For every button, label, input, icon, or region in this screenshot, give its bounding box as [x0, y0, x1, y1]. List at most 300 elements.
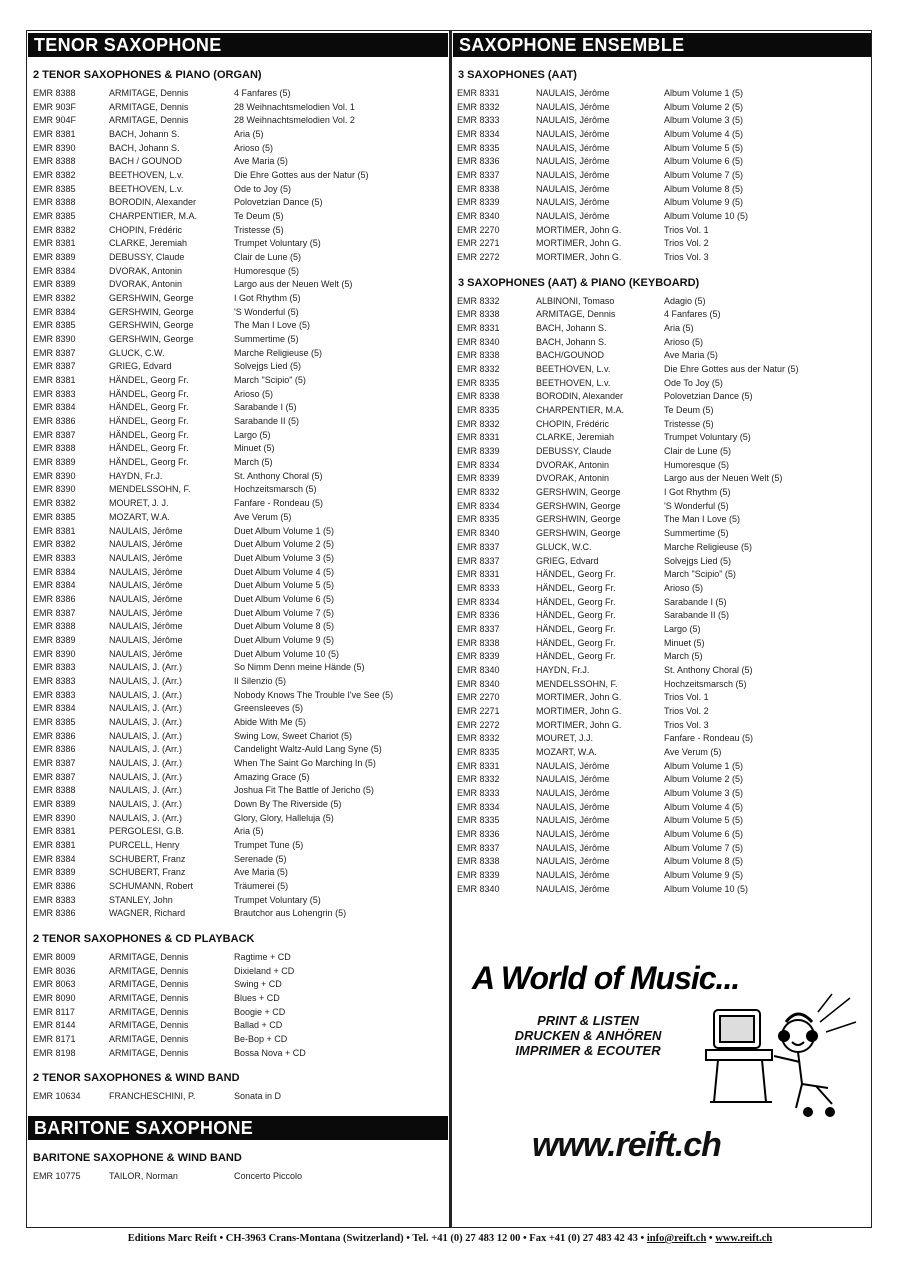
composer: NAULAIS, J. (Arr.) — [109, 716, 183, 727]
catalog-number: EMR 8337 — [457, 170, 500, 181]
work-title: Fanfare - Rondeau (5) — [664, 733, 754, 744]
catalog-row — [453, 390, 871, 404]
catalog-row — [453, 418, 871, 432]
catalog-row — [28, 429, 448, 443]
work-title: Album Volume 8 (5) — [664, 183, 744, 194]
work-title: Glory, Glory, Halleluja (5) — [234, 812, 334, 823]
catalog-row — [453, 541, 871, 555]
catalog-number: EMR 8381 — [33, 826, 76, 837]
catalog-row — [453, 664, 871, 678]
composer: ARMITAGE, Dennis — [109, 1047, 189, 1058]
catalog-number: EMR 8390 — [33, 812, 76, 823]
catalog-number: EMR 8388 — [33, 88, 76, 98]
work-title: Down By The Riverside (5) — [234, 798, 342, 809]
composer: MORTIMER, John G. — [536, 705, 622, 716]
catalog-number: EMR 8381 — [33, 129, 76, 140]
work-title: Album Volume 2 (5) — [664, 774, 744, 785]
composer: NAULAIS, Jérôme — [536, 156, 610, 167]
catalog-number: EMR 8384 — [33, 402, 76, 413]
work-title: Trumpet Voluntary (5) — [234, 238, 321, 249]
composer: NAULAIS, Jérôme — [109, 621, 183, 632]
composer: CHARPENTIER, M.A. — [109, 211, 198, 222]
catalog-number: EMR 8198 — [33, 1047, 76, 1058]
composer: CLARKE, Jeremiah — [536, 432, 615, 443]
catalog-number: EMR 8381 — [33, 839, 76, 850]
composer: NAULAIS, Jérôme — [536, 856, 610, 867]
catalog-number: EMR 8334 — [457, 596, 500, 607]
catalog-row — [28, 1033, 448, 1047]
work-title: Ballad + CD — [234, 1020, 283, 1031]
catalog-row — [28, 607, 448, 621]
catalog-row — [453, 445, 871, 459]
catalog-number: EMR 8337 — [457, 623, 500, 634]
column-divider — [449, 30, 452, 1228]
work-title: St. Anthony Choral (5) — [234, 470, 323, 481]
catalog-row — [28, 401, 448, 415]
work-title: Duet Album Volume 8 (5) — [234, 621, 335, 632]
catalog-number: EMR 8334 — [457, 801, 500, 812]
catalog-number: EMR 8387 — [33, 771, 76, 782]
work-title: Te Deum (5) — [234, 211, 284, 222]
work-title: 'S Wonderful (5) — [664, 500, 729, 511]
work-title: Humoresque (5) — [234, 265, 300, 276]
catalog-number: EMR 8335 — [457, 746, 500, 757]
composer: NAULAIS, Jérôme — [109, 634, 183, 645]
work-title: Clair de Lune (5) — [234, 252, 302, 263]
catalog-row — [28, 292, 448, 306]
catalog-row — [28, 771, 448, 785]
composer: HAYDN, Fr.J. — [536, 664, 590, 675]
advert-taglines — [468, 1013, 708, 1058]
catalog-number: EMR 8090 — [33, 993, 76, 1003]
catalog-number: EMR 8332 — [457, 295, 500, 306]
catalog-row — [28, 183, 448, 197]
catalog-row — [453, 224, 871, 238]
work-title: Aria (5) — [234, 129, 264, 140]
work-title: Ave Verum (5) — [664, 746, 722, 757]
catalog-number: EMR 8386 — [33, 730, 76, 741]
work-title: 28 Weihnachtsmelodien Vol. 2 — [234, 115, 355, 126]
footer-website-link[interactable]: www.reift.ch — [715, 1233, 773, 1244]
catalog-row — [28, 907, 448, 921]
section-heading: 3 SAXOPHONES (AAT) & PIANO (KEYBOARD) — [458, 276, 700, 289]
computer-listener-illustration — [700, 992, 860, 1122]
composer: GERSHWIN, George — [536, 514, 621, 525]
composer: HÄNDEL, Georg Fr. — [536, 623, 616, 634]
catalog-number: EMR 8388 — [33, 621, 76, 632]
catalog-row — [28, 965, 448, 979]
catalog-row — [28, 716, 448, 730]
catalog-number: EMR 8339 — [457, 869, 500, 880]
catalog-number: EMR 8331 — [457, 432, 500, 443]
composer: BEETHOVEN, L.v. — [536, 377, 611, 388]
work-title: St. Anthony Choral (5) — [664, 664, 753, 675]
composer: BORODIN, Alexander — [536, 391, 624, 402]
catalog-number: EMR 8381 — [33, 375, 76, 386]
catalog-row — [453, 842, 871, 856]
catalog-number: EMR 8387 — [33, 361, 76, 372]
work-title: Hochzeitsmarsch (5) — [664, 678, 747, 689]
catalog-row — [453, 678, 871, 692]
catalog-row — [453, 486, 871, 500]
catalog-row — [28, 689, 448, 703]
catalog-number: EMR 8385 — [33, 320, 76, 331]
catalog-row — [28, 497, 448, 511]
work-title: Träumerei (5) — [234, 880, 289, 891]
work-title: Album Volume 3 (5) — [664, 115, 744, 126]
catalog-row — [28, 511, 448, 525]
work-title: Duet Album Volume 4 (5) — [234, 566, 335, 577]
composer: NAULAIS, J. (Arr.) — [109, 812, 183, 823]
catalog-number: EMR 8390 — [33, 470, 76, 481]
catalog-number: EMR 8383 — [33, 894, 76, 905]
catalog-row — [28, 825, 448, 839]
catalog-row — [28, 880, 448, 894]
work-title: The Man I Love (5) — [234, 320, 311, 331]
work-title: Sarabande I (5) — [664, 596, 727, 607]
catalog-number: EMR 8382 — [33, 498, 76, 509]
catalog-number: EMR 8333 — [457, 787, 500, 798]
catalog-row — [453, 513, 871, 527]
work-title: Album Volume 1 (5) — [664, 88, 744, 98]
work-title: Album Volume 7 (5) — [664, 842, 744, 853]
work-title: Summertime (5) — [234, 334, 299, 345]
work-title: Greensleeves (5) — [234, 703, 304, 714]
catalog-row — [453, 787, 871, 801]
work-title: Album Volume 9 (5) — [664, 197, 744, 208]
work-title: Album Volume 9 (5) — [664, 869, 744, 880]
work-title: March "Scipio" (5) — [664, 569, 736, 580]
work-title: Album Volume 5 (5) — [664, 815, 744, 826]
composer: BORODIN, Alexander — [109, 197, 197, 208]
catalog-row — [28, 978, 448, 992]
work-title: Ave Maria (5) — [234, 867, 288, 878]
composer: MORTIMER, John G. — [536, 252, 622, 263]
catalog-row — [28, 142, 448, 156]
catalog-row — [28, 730, 448, 744]
work-title: Largo aus der Neuen Welt (5) — [234, 279, 353, 290]
catalog-row — [453, 500, 871, 514]
catalog-row — [28, 101, 448, 115]
catalog-row — [453, 650, 871, 664]
work-title: Be-Bop + CD — [234, 1034, 288, 1045]
catalog-number: EMR 8385 — [33, 183, 76, 194]
catalog-number: EMR 8382 — [33, 170, 76, 181]
footer-separator: • — [708, 1233, 713, 1244]
composer: GERSHWIN, George — [109, 306, 194, 317]
composer: BEETHOVEN, L.v. — [109, 170, 184, 181]
catalog-number: EMR 8384 — [33, 853, 76, 864]
work-title: Duet Album Volume 10 (5) — [234, 648, 340, 659]
catalog-row — [453, 363, 871, 377]
catalog-row — [28, 798, 448, 812]
catalog-row — [453, 568, 871, 582]
composer: MORTIMER, John G. — [536, 692, 622, 703]
right-column — [453, 33, 871, 896]
work-title: 4 Fanfares (5) — [234, 88, 291, 98]
catalog-number: EMR 2272 — [457, 719, 500, 730]
catalog-number: EMR 8339 — [457, 197, 500, 208]
work-title: Album Volume 6 (5) — [664, 156, 744, 167]
work-title: Duet Album Volume 2 (5) — [234, 539, 335, 550]
composer: GERSHWIN, George — [536, 487, 621, 498]
work-title: Arioso (5) — [664, 582, 704, 593]
catalog-row — [28, 456, 448, 470]
work-title: Album Volume 10 (5) — [664, 883, 749, 894]
catalog-number: EMR 8387 — [33, 429, 76, 440]
catalog-row — [28, 593, 448, 607]
catalog-number: EMR 8387 — [33, 347, 76, 358]
advert-block — [468, 958, 864, 1172]
catalog-number: EMR 8389 — [33, 252, 76, 263]
catalog-number: EMR 8340 — [457, 664, 500, 675]
work-title: Tristesse (5) — [234, 224, 284, 235]
catalog-number: EMR 2270 — [457, 692, 500, 703]
catalog-number: EMR 8383 — [33, 675, 76, 686]
catalog-number: EMR 8338 — [457, 391, 500, 402]
work-title: I Got Rhythm (5) — [664, 487, 731, 498]
composer: NAULAIS, Jérôme — [536, 869, 610, 880]
catalog-number: EMR 8390 — [33, 142, 76, 153]
section-heading: 3 SAXOPHONES (AAT) — [458, 69, 577, 81]
composer: MENDELSSOHN, F. — [109, 484, 191, 495]
composer: ARMITAGE, Dennis — [109, 1020, 189, 1031]
composer: NAULAIS, Jérôme — [536, 842, 610, 853]
work-title: Duet Album Volume 1 (5) — [234, 525, 335, 536]
composer: BACH/GOUNOD — [536, 350, 605, 361]
composer: CHARPENTIER, M.A. — [536, 405, 625, 416]
work-title: 4 Fanfares (5) — [664, 309, 721, 320]
catalog-row — [453, 609, 871, 623]
composer: NAULAIS, J. (Arr.) — [109, 757, 183, 768]
composer: MORTIMER, John G. — [536, 238, 622, 249]
composer: NAULAIS, Jérôme — [536, 760, 610, 771]
composer: NAULAIS, Jérôme — [109, 539, 183, 550]
composer: NAULAIS, Jérôme — [536, 774, 610, 785]
catalog-number: EMR 8334 — [457, 459, 500, 470]
catalog-row — [453, 691, 871, 705]
work-title: Concerto Piccolo — [234, 1171, 303, 1182]
catalog-row — [28, 388, 448, 402]
catalog-number: EMR 8388 — [33, 197, 76, 208]
catalog-row — [28, 634, 448, 648]
catalog-number: EMR 8385 — [33, 511, 76, 522]
composer: NAULAIS, Jérôme — [536, 787, 610, 798]
catalog-row — [28, 347, 448, 361]
composer: SCHUBERT, Franz — [109, 853, 186, 864]
catalog-row — [28, 306, 448, 320]
composer: NAULAIS, J. (Arr.) — [109, 703, 183, 714]
composer: CHOPIN, Frédéric — [109, 224, 183, 235]
composer: NAULAIS, Jérôme — [536, 101, 610, 112]
work-title: Duet Album Volume 9 (5) — [234, 634, 335, 645]
composer: ARMITAGE, Dennis — [109, 979, 189, 990]
catalog-number: EMR 8340 — [457, 528, 500, 539]
composer: DEBUSSY, Claude — [109, 252, 185, 263]
composer: HÄNDEL, Georg Fr. — [536, 582, 616, 593]
catalog-number: EMR 8332 — [457, 774, 500, 785]
work-title: Album Volume 4 (5) — [664, 801, 744, 812]
composer: NAULAIS, Jérôme — [536, 88, 610, 98]
catalog-row — [453, 251, 871, 265]
composer: BACH, Johann S. — [109, 129, 180, 140]
catalog-row — [453, 883, 871, 897]
work-title: Marche Religieuse (5) — [234, 347, 323, 358]
work-title: 'S Wonderful (5) — [234, 306, 299, 317]
composer: HÄNDEL, Georg Fr. — [109, 429, 189, 440]
catalog-row — [453, 142, 871, 156]
catalog-number: EMR 10775 — [33, 1171, 81, 1182]
work-title: So Nimm Denn meine Hände (5) — [234, 662, 365, 673]
composer: SCHUBERT, Franz — [109, 867, 186, 878]
composer: GERSHWIN, George — [536, 528, 621, 539]
catalog-number: EMR 8332 — [457, 733, 500, 744]
footer-email-link[interactable]: info@reift.ch — [646, 1233, 707, 1244]
composer: PERGOLESI, G.B. — [109, 826, 185, 837]
work-title: Summertime (5) — [664, 528, 729, 539]
composer: NAULAIS, J. (Arr.) — [109, 730, 183, 741]
work-title: I Got Rhythm (5) — [234, 293, 301, 304]
composer: MOURET, J. J. — [109, 498, 169, 509]
catalog-row — [28, 374, 448, 388]
composer: HÄNDEL, Georg Fr. — [536, 651, 616, 662]
catalog-row — [28, 675, 448, 689]
composer: GRIEG, Edvard — [109, 361, 172, 372]
catalog-number: EMR 8335 — [457, 377, 500, 388]
work-title: Duet Album Volume 3 (5) — [234, 552, 335, 563]
work-title: Solvejgs Lied (5) — [234, 361, 302, 372]
work-title: Minuet (5) — [234, 443, 275, 454]
composer: HÄNDEL, Georg Fr. — [536, 610, 616, 621]
work-title: The Man I Love (5) — [664, 514, 741, 525]
catalog-number: EMR 8388 — [33, 443, 76, 454]
composer: HÄNDEL, Georg Fr. — [109, 388, 189, 399]
catalog-number: EMR 8384 — [33, 580, 76, 591]
composer: ARMITAGE, Dennis — [109, 965, 189, 976]
catalog-row — [28, 360, 448, 374]
catalog-row — [28, 1090, 448, 1104]
work-title: Arioso (5) — [234, 142, 274, 153]
catalog-row — [453, 582, 871, 596]
catalog-row — [28, 169, 448, 183]
catalog-row — [28, 155, 448, 169]
advert-website[interactable]: www.reift.ch — [532, 1126, 721, 1164]
work-title: March (5) — [234, 457, 273, 468]
catalog-number: EMR 8387 — [33, 757, 76, 768]
catalog-row — [28, 319, 448, 333]
catalog-row — [28, 839, 448, 853]
work-title: Swing + CD — [234, 979, 282, 990]
work-title: Trumpet Tune (5) — [234, 839, 304, 850]
composer: HÄNDEL, Georg Fr. — [536, 569, 616, 580]
catalog-row — [28, 853, 448, 867]
work-title: Polovetzian Dance (5) — [664, 391, 753, 402]
catalog-number: EMR 8390 — [33, 484, 76, 495]
section-heading: 2 TENOR SAXOPHONES & PIANO (ORGAN) — [33, 69, 262, 81]
work-title: Joshua Fit The Battle of Jericho (5) — [234, 785, 374, 796]
catalog-row — [28, 579, 448, 593]
catalog-row — [28, 114, 448, 128]
work-title: Nobody Knows The Trouble I've See (5) — [234, 689, 394, 700]
catalog-number: EMR 8009 — [33, 951, 76, 962]
work-title: Blues + CD — [234, 993, 280, 1003]
composer: ARMITAGE, Dennis — [109, 101, 189, 112]
composer: NAULAIS, Jérôme — [536, 115, 610, 126]
catalog-number: EMR 8388 — [33, 785, 76, 796]
composer: HÄNDEL, Georg Fr. — [109, 443, 189, 454]
catalog-number: EMR 8338 — [457, 309, 500, 320]
composer: NAULAIS, Jérôme — [109, 552, 183, 563]
work-title: Largo aus der Neuen Welt (5) — [664, 473, 783, 484]
catalog-number: EMR 8338 — [457, 856, 500, 867]
catalog-number: EMR 8340 — [457, 883, 500, 894]
work-title: Arioso (5) — [234, 388, 274, 399]
catalog-row — [453, 377, 871, 391]
catalog-number: EMR 8337 — [457, 842, 500, 853]
catalog-number: EMR 8336 — [457, 828, 500, 839]
composer: SCHUMANN, Robert — [109, 880, 194, 891]
catalog-number: EMR 8384 — [33, 566, 76, 577]
catalog-number: EMR 8338 — [457, 637, 500, 648]
composer: BEETHOVEN, L.v. — [109, 183, 184, 194]
composer: MOZART, W.A. — [109, 511, 170, 522]
catalog-number: EMR 8144 — [33, 1020, 76, 1031]
catalog-number: EMR 8171 — [33, 1034, 76, 1045]
catalog-row — [453, 101, 871, 115]
work-title: Abide With Me (5) — [234, 716, 307, 727]
composer: ARMITAGE, Dennis — [109, 1034, 189, 1045]
work-title: Te Deum (5) — [664, 405, 714, 416]
catalog-number: EMR 8063 — [33, 979, 76, 990]
composer: NAULAIS, Jérôme — [536, 801, 610, 812]
catalog-number: EMR 8386 — [33, 593, 76, 604]
work-title: Minuet (5) — [664, 637, 705, 648]
catalog-number: EMR 8340 — [457, 336, 500, 347]
composer: NAULAIS, Jérôme — [536, 183, 610, 194]
catalog-number: EMR 2270 — [457, 224, 500, 235]
catalog-row — [453, 732, 871, 746]
composer: CHOPIN, Frédéric — [536, 418, 610, 429]
composer: GLUCK, W.C. — [536, 541, 592, 552]
composer: HÄNDEL, Georg Fr. — [109, 416, 189, 427]
catalog-row — [453, 596, 871, 610]
catalog-number: EMR 8331 — [457, 88, 500, 98]
catalog-row — [453, 623, 871, 637]
catalog-row — [453, 322, 871, 336]
catalog-row — [453, 87, 871, 101]
work-title: Trios Vol. 2 — [664, 238, 709, 249]
catalog-row — [453, 472, 871, 486]
work-title: Album Volume 1 (5) — [664, 760, 744, 771]
catalog-number: EMR 8382 — [33, 293, 76, 304]
composer: HAYDN, Fr.J. — [109, 470, 163, 481]
catalog-number: EMR 8332 — [457, 487, 500, 498]
composer: BACH, Johann S. — [109, 142, 180, 153]
catalog-row — [453, 237, 871, 251]
work-title: Solvejgs Lied (5) — [664, 555, 732, 566]
work-title: Largo (5) — [234, 429, 271, 440]
catalog-row — [453, 705, 871, 719]
catalog-number: EMR 8389 — [33, 279, 76, 290]
catalog-row — [28, 237, 448, 251]
catalog-row — [28, 648, 448, 662]
work-title: Sarabande II (5) — [234, 416, 300, 427]
catalog-row — [28, 757, 448, 771]
catalog-number: EMR 8117 — [33, 1006, 75, 1017]
composer: PURCELL, Henry — [109, 839, 180, 850]
composer: NAULAIS, J. (Arr.) — [109, 675, 183, 686]
composer: NAULAIS, Jérôme — [536, 142, 610, 153]
